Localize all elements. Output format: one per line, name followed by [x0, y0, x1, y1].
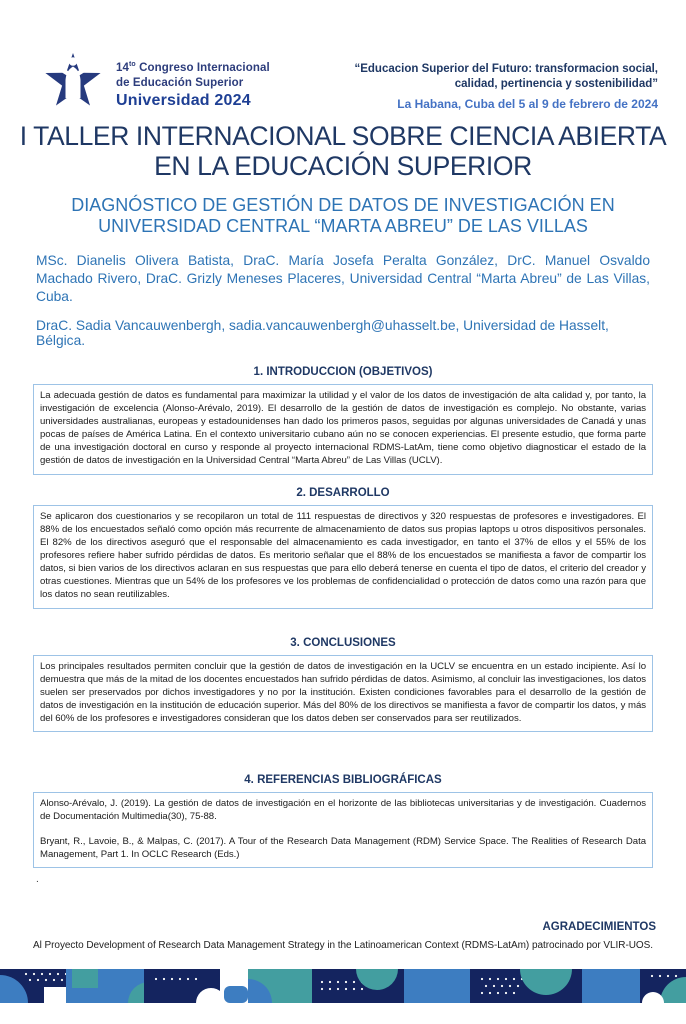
- reference-item: Bryant, R., Lavoie, B., & Malpas, C. (2017). A Tour of the Research Data Management (RDM) Service Space. The Realities of Research Data Management, Part 1. In OCLC Research (Eds.): [40, 835, 646, 860]
- introduction-text: La adecuada gestión de datos es fundamental para maximizar la utilidad y el valor de los datos de investigación de alta calidad y, por tanto, la investigación de excelencia (Alonso-Arévalo, 2019). El desarrollo de la gestión de datos de investigación es complejo. No obstante, varias universidades australianas, europeas y estadounidenses han dado los primeros pasos, seguidas por algunas universidades de Canadá y unas pocas de países de América Latina. En el contexto universitario cubano aún no se conocen experiencias. El presente estudio, que forma parte de una investigación doctoral en curso y responde al proyecto internacional RDMS-LatAm, tiene como objetivo diagnosticar el estado de la gestión de datos de investigación en la Universidad Central “Marta Abreu” de Las Villas (UCLV).: [40, 389, 646, 467]
- section-body-references: [33, 792, 653, 868]
- section-heading-development: 2. DESARROLLO: [296, 486, 390, 499]
- section-body-development: [33, 505, 653, 609]
- acknowledgements-heading: AGRADECIMIENTOS: [542, 920, 656, 933]
- international-author-paragraph: DraC. Sadia Vancauwenbergh, sadia.vancauwenbergh@uhasselt.be, Universidad de Hasselt, Bélgica.: [36, 317, 609, 348]
- development-text: Se aplicaron dos cuestionarios y se recopilaron un total de 111 respuestas de directivos y 320 respuestas de profesores e investigadores. El 88% de los encuestados señaló como opción más recurrente de almacenamiento de datos sus propias laptops u otros dispositivos personales. El 82% de los directivos aseguró que el responsable del almacenamiento es cada investigador, en tanto el 37% de ellos y el 55% de los profesores refiere haber sufrido pérdidas de datos. Es meritorio señalar que el 88% de los encuestados se manifiesta a favor de compartir los datos, si bien varios de los directivos aclaran en sus respuestas que para ello deberá tenerse en cuenta el tipo de datos, el criterio del creador y otras cuestiones. Mientras que un 54% de los profesores ve los problemas de confidencialidad o protección de datos como una razón para que los datos no sean reutilizables.: [40, 510, 646, 601]
- congress-venue-dates: La Habana, Cuba del 5 al 9 de febrero de 2024: [397, 96, 658, 111]
- poster-title: I TALLER INTERNACIONAL SOBRE CIENCIA ABIERTA EN LA EDUCACIÓN SUPERIOR: [19, 121, 667, 181]
- poster-subtitle: DIAGNÓSTICO DE GESTIÓN DE DATOS DE INVESTIGACIÓN EN UNIVERSIDAD CENTRAL “MARTA ABREU” DE LAS VILLAS: [71, 194, 615, 236]
- congress-logo-block: [36, 52, 270, 112]
- congress-title-block: [116, 52, 270, 110]
- section-body-introduction: [33, 384, 653, 475]
- congress-line-1: $14^{to}$ Congreso Internacional: [116, 61, 270, 74]
- star-person-logo-icon: [36, 52, 112, 112]
- congress-slogan-line-2: calidad, pertinencia y sostenibilidad”: [454, 77, 658, 90]
- section-body-conclusions: [33, 655, 653, 733]
- authors-paragraph: MSc. Dianelis Olivera Batista, DraC. María Josefa Peralta González, DrC. Manuel Osvaldo Machado Rivero, DraC. Grizly Meneses Placeres, Universidad Central “Marta Abreu” de Las Villas, Cuba.: [36, 252, 650, 304]
- acknowledgements-text: Al Proyecto Development of Research Data Management Strategy in the Latinoamerican Context (RDMS-LatAm) patrocinado por VLIR-UOS.: [33, 939, 653, 951]
- reference-item: Alonso-Arévalo, J. (2019). La gestión de datos de investigación en el horizonte de las bibliotecas universitarias y de investigación. Cuadernos de Documentación Multimedia(30), 75-88.: [40, 798, 646, 823]
- congress-brand: Universidad 2024: [116, 91, 251, 109]
- header: [0, 0, 686, 112]
- section-heading-introduction: 1. INTRODUCCION (OBJETIVOS): [253, 365, 433, 378]
- stray-period: .: [36, 873, 39, 885]
- conclusions-text: Los principales resultados permiten concluir que la gestión de datos de investigación en la UCLV se encuentra en un estado incipiente. Así lo demuestra que más de la mitad de los docentes encuestados han sufrido pérdidas de datos. Asimismo, al concluir las investigaciones, los datos suelen ser preservados por dichos investigadores y no por la institución. Existen condiciones favorables para el desarrollo de la gestión de datos de investigación en la institución de educación superior. Más del 80% de los directivos se manifiesta a favor de compartir los datos, y más del 60% de los profesores e investigadores consideran que los datos deben ser conservados para ser reutilizados.: [40, 660, 646, 725]
- section-heading-conclusions: 3. CONCLUSIONES: [290, 636, 396, 649]
- header-right-block: [354, 52, 658, 111]
- congress-line-2: de Educación Superior: [116, 76, 244, 89]
- decorative-band: [0, 969, 686, 1003]
- section-heading-references: 4. REFERENCIAS BIBLIOGRÁFICAS: [244, 774, 442, 787]
- congress-slogan-line-1: “Educacion Superior del Futuro: transformacion social,: [354, 63, 658, 75]
